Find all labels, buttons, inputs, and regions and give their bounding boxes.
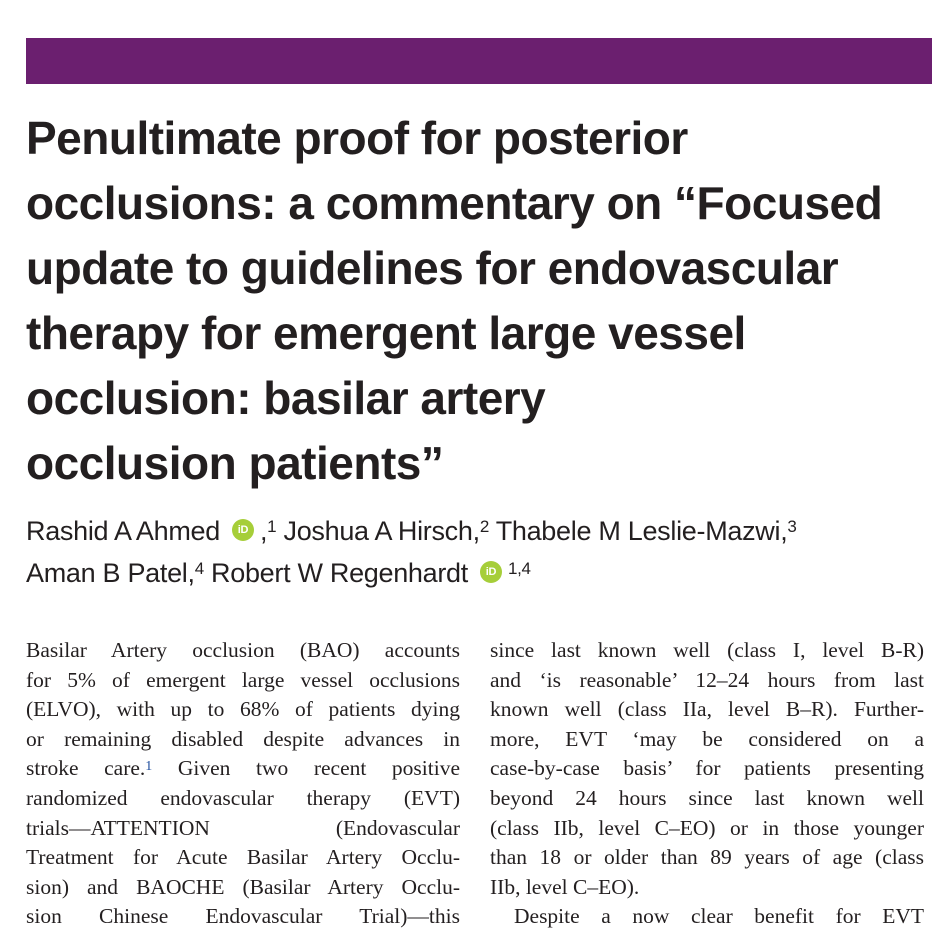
affiliation-sup: 1,4 xyxy=(507,559,531,578)
body-line: IIb, level C–EO). xyxy=(490,874,640,899)
body-line: more, EVT ‘may be considered on a xyxy=(490,726,924,751)
body-line: than 18 or older than 89 years of age (class xyxy=(490,845,924,870)
body-line: (ELVO), with up to 68% of patients dying xyxy=(26,697,460,722)
title-line: update to guidelines for endovascular xyxy=(26,242,839,294)
body-text: stroke care. xyxy=(26,756,146,781)
author-name: Joshua A Hirsch, xyxy=(283,516,480,546)
reference-link[interactable]: 1 xyxy=(145,759,153,775)
author-name: Thabele M Leslie-Mazwi, xyxy=(495,516,788,546)
body-line: randomized endovascular therapy (EVT) xyxy=(26,785,460,810)
author-name: Rashid A Ahmed xyxy=(26,516,220,546)
title-line: occlusions: a commentary on “Focused xyxy=(26,177,883,229)
body-column-right xyxy=(490,636,924,932)
body-line xyxy=(26,754,460,784)
author-list: Rashid A Ahmed iD ,$^1$ Joshua A Hirsch,$^2$ Thabele M Leslie-Mazwi,$^3$ Aman B Patel,$^4$ Robert W Regenhardt iD $^{1,4}$ xyxy=(26,516,797,588)
author-name: Aman B Patel, xyxy=(26,558,195,588)
body-line: since last known well (class I, level B-R) xyxy=(490,638,924,662)
body-text: Given two recent positive xyxy=(177,756,460,781)
body-line: beyond 24 hours since last known well xyxy=(490,785,924,810)
affiliation-sup: 3 xyxy=(787,517,797,536)
title-line: Penultimate proof for posterior xyxy=(26,112,688,164)
header-bar xyxy=(26,38,932,84)
article-title xyxy=(26,106,926,496)
body-line: sion Chinese Endovascular Trial)—this xyxy=(26,904,460,929)
body-line: case-by-case basis’ for patients presenting xyxy=(490,756,924,781)
title-line: therapy for emergent large vessel xyxy=(26,307,746,359)
body-line: known well (class IIa, level B–R). Further- xyxy=(490,697,924,722)
body-line: and ‘is reasonable’ 12–24 hours from last xyxy=(490,667,924,692)
body-column-left xyxy=(26,636,460,932)
body-line: (class IIb, level C–EO) or in those younger xyxy=(490,815,924,840)
body-line: Basilar Artery occlusion (BAO) accounts xyxy=(26,638,460,662)
author-name: Robert W Regenhardt xyxy=(211,558,468,588)
affiliation-sup: 1 xyxy=(267,517,277,536)
orcid-icon[interactable]: iD xyxy=(232,519,254,541)
body-line: trials—ATTENTION (Endovascular xyxy=(26,815,460,840)
body-line: Treatment for Acute Basilar Artery Occlu- xyxy=(26,845,460,870)
body-line: or remaining disabled despite advances in xyxy=(26,726,460,751)
title-line: occlusion patients” xyxy=(26,437,444,489)
body-line: Despite a now clear benefit for EVT xyxy=(514,904,924,929)
affiliation-sup: 2 xyxy=(479,517,489,536)
affiliation-sup: 4 xyxy=(194,559,204,578)
body-line: for 5% of emergent large vessel occlusions xyxy=(26,667,460,692)
orcid-icon[interactable]: iD xyxy=(480,561,502,583)
title-line: occlusion: basilar artery xyxy=(26,372,546,424)
body-line: sion) and BAOCHE (Basilar Artery Occlu- xyxy=(26,874,460,899)
